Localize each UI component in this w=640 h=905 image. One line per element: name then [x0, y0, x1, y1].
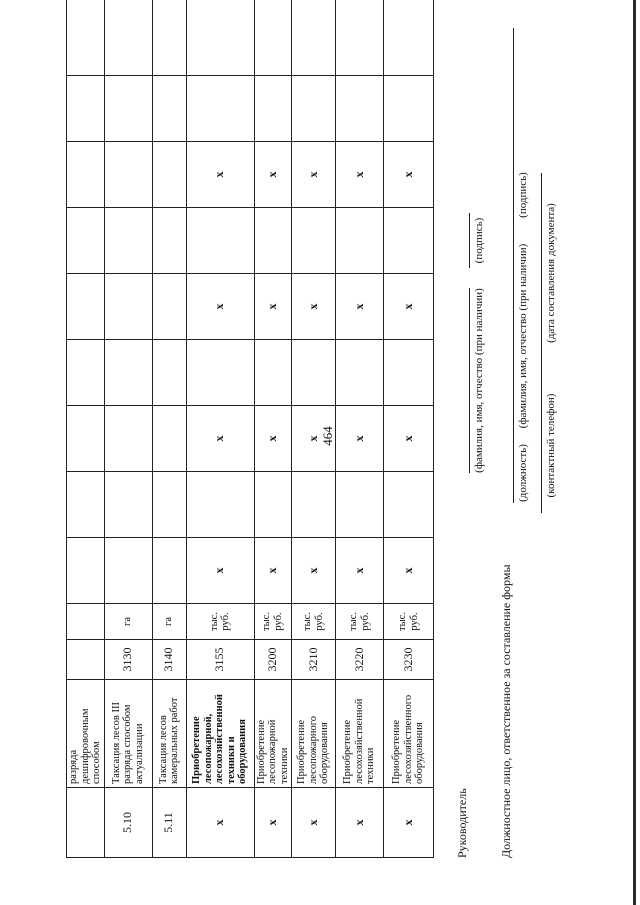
table-cell-last: [384, 0, 434, 76]
row-unit: [67, 604, 105, 640]
table-cell: [254, 340, 292, 406]
table-cell: [292, 340, 336, 406]
table-cell: [186, 472, 254, 538]
table-cell: x: [186, 406, 254, 472]
page-number: 464: [320, 426, 335, 446]
table-cell: [254, 76, 292, 142]
table-cell: [336, 340, 384, 406]
table-cell: x: [292, 406, 336, 472]
table-cell: [336, 76, 384, 142]
table-cell-last: [152, 0, 186, 76]
table-cell: [384, 472, 434, 538]
row-unit: тыс. руб.: [186, 604, 254, 640]
head-label: Руководитель: [455, 788, 469, 858]
table-cell: x: [336, 406, 384, 472]
row-code: 3130: [104, 640, 152, 680]
row-number: x: [292, 788, 336, 858]
table-cell: [104, 472, 152, 538]
scan-edge: [633, 0, 636, 905]
table-cell: [186, 208, 254, 274]
table-cell: x: [186, 538, 254, 604]
row-code: 3220: [336, 640, 384, 680]
table-row: [384, 0, 434, 858]
row-name: Приобретение лесопожарного оборудования: [292, 680, 336, 788]
table-cell: [67, 208, 105, 274]
row-unit: тыс. руб.: [254, 604, 292, 640]
table-cell: x: [336, 274, 384, 340]
row-code: 3230: [384, 640, 434, 680]
table-cell: [67, 76, 105, 142]
table-cell: [384, 340, 434, 406]
table-cell: x: [292, 142, 336, 208]
table-cell: [152, 76, 186, 142]
phone-date-line: [541, 173, 542, 513]
responsible-name-caption: (фамилия, имя, отчество (при наличии): [517, 243, 529, 429]
table-cell: [152, 274, 186, 340]
table-cell: [152, 538, 186, 604]
phone-caption: (контактный телефон): [545, 393, 557, 498]
table-row: [152, 0, 186, 858]
table-cell: x: [254, 142, 292, 208]
table-cell: x: [186, 142, 254, 208]
table-cell: x: [254, 538, 292, 604]
table-cell: [67, 538, 105, 604]
head-name-caption: (фамилия, имя, отчество (при наличии): [473, 288, 485, 473]
row-number: x: [336, 788, 384, 858]
row-name: Приобретение лесопожарной, лесохозяйственной техники и оборудования: [186, 680, 254, 788]
row-code: 3200: [254, 640, 292, 680]
table-cell: [104, 406, 152, 472]
row-code: 3155: [186, 640, 254, 680]
table-cell: [152, 406, 186, 472]
table-cell-last: [254, 0, 292, 76]
table-cell: [104, 208, 152, 274]
forest-works-table: [66, 0, 434, 858]
responsible-label: Должностное лицо, ответственное за составление формы: [499, 564, 513, 858]
table-cell: [67, 142, 105, 208]
responsible-sign-caption: (подпись): [517, 172, 529, 218]
head-name-line: [469, 288, 470, 473]
table-cell: [67, 472, 105, 538]
table-cell: [152, 208, 186, 274]
table-cell: [104, 274, 152, 340]
table-cell: [152, 142, 186, 208]
table-cell-last: [67, 0, 105, 76]
table-cell: x: [292, 274, 336, 340]
table-cell: [104, 142, 152, 208]
table-cell: x: [336, 538, 384, 604]
table-cell: [104, 76, 152, 142]
table-cell: [152, 340, 186, 406]
head-sign-caption: (подпись): [473, 217, 485, 264]
date-caption: (дата составления документа): [545, 203, 557, 343]
row-code: 3210: [292, 640, 336, 680]
table-cell: [67, 406, 105, 472]
row-code: 3140: [152, 640, 186, 680]
rotated-table-wrapper: [66, 28, 427, 858]
table-cell: [186, 340, 254, 406]
table-cell: [292, 208, 336, 274]
table-cell: [67, 274, 105, 340]
row-unit: га: [152, 604, 186, 640]
table-cell: x: [186, 274, 254, 340]
table-cell: [254, 472, 292, 538]
row-number: x: [254, 788, 292, 858]
table-cell: [104, 538, 152, 604]
row-number: x: [186, 788, 254, 858]
table-cell-last: [336, 0, 384, 76]
table-cell: x: [384, 142, 434, 208]
table-row: [336, 0, 384, 858]
row-unit: тыс. руб.: [292, 604, 336, 640]
row-code: [67, 640, 105, 680]
row-name: Таксация лесов камеральных работ: [152, 680, 186, 788]
row-number: x: [384, 788, 434, 858]
row-name: Таксация лесов III разряда способом актуализации: [104, 680, 152, 788]
row-number: 5.10: [104, 788, 152, 858]
table-row: [186, 0, 254, 858]
row-name: Приобретение лесохозяйственного оборудования: [384, 680, 434, 788]
table-cell: x: [336, 142, 384, 208]
responsible-line: [513, 28, 514, 503]
position-caption: (должность): [517, 444, 529, 502]
table-cell: x: [384, 538, 434, 604]
row-name: Приобретение лесохозяйственной техники: [336, 680, 384, 788]
table-cell: [336, 472, 384, 538]
table-cell: [67, 340, 105, 406]
table-cell: [186, 76, 254, 142]
table-cell-last: [186, 0, 254, 76]
table-cell: x: [384, 406, 434, 472]
table-cell: [292, 76, 336, 142]
table-cell: x: [254, 274, 292, 340]
table-cell: [384, 208, 434, 274]
table-cell: [254, 208, 292, 274]
table-cell-last: [292, 0, 336, 76]
row-number: 5.11: [152, 788, 186, 858]
row-unit: тыс. руб.: [384, 604, 434, 640]
row-name: разряда дешифровочным способом: [67, 680, 105, 788]
table-cell-last: [104, 0, 152, 76]
table-row: [67, 0, 105, 858]
row-unit: тыс. руб.: [336, 604, 384, 640]
table-cell: x: [384, 274, 434, 340]
table-cell: x: [254, 406, 292, 472]
signature-block: [455, 28, 595, 858]
table-row: [292, 0, 336, 858]
table-cell: [384, 76, 434, 142]
row-name: Приобретение лесопожарной техники: [254, 680, 292, 788]
table-cell: [152, 472, 186, 538]
table-cell: [104, 340, 152, 406]
head-sign-line: [469, 213, 470, 268]
row-unit: га: [104, 604, 152, 640]
table-cell: [292, 472, 336, 538]
table-cell: [336, 208, 384, 274]
table-cell: x: [292, 538, 336, 604]
row-number: [67, 788, 105, 858]
table-row: [104, 0, 152, 858]
table-row: [254, 0, 292, 858]
